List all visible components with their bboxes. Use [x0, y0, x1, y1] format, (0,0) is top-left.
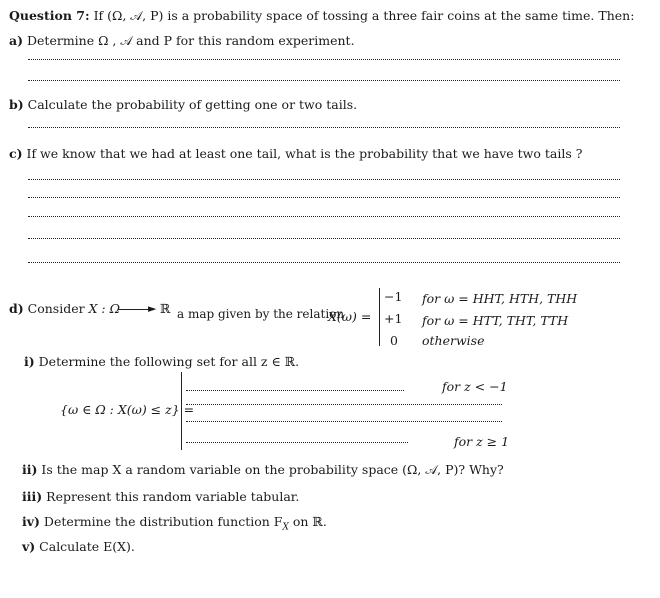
- part-d-map: X : Ω: [88, 301, 120, 316]
- answer-line[interactable]: [28, 216, 620, 217]
- sub-ii-text: Is the map X a random variable on the probability space (Ω, 𝒜, P)? Why?: [41, 462, 504, 477]
- sub-iii: [22, 489, 299, 504]
- case-value: −1: [384, 289, 403, 304]
- part-a: [9, 33, 355, 49]
- sub-iii-text: Represent this random variable tabular.: [46, 489, 300, 504]
- answer-line[interactable]: [28, 127, 620, 128]
- part-b-label: b): [9, 97, 24, 112]
- case-condition: for ω = HHT, HTH, THH: [422, 291, 578, 306]
- sub-iv-subscript: X: [282, 522, 289, 533]
- sub-v-text: Calculate E(X).: [39, 539, 135, 554]
- arrow-shaft: [118, 309, 152, 310]
- answer-line[interactable]: [28, 262, 620, 263]
- question-number: Question 7:: [9, 8, 90, 23]
- sub-iv-text: Determine the distribution function F: [43, 514, 283, 529]
- sub-iv-text-end: on ℝ.: [292, 514, 327, 529]
- question-intro: If (Ω, 𝒜, P) is a probability space of tossing a three fair coins at the same time. Then:: [93, 8, 635, 23]
- set-cases-brace: [181, 372, 182, 450]
- sub-iv-label: iv): [22, 514, 40, 529]
- part-d-codomain: ℝ: [160, 301, 171, 316]
- part-c-label: c): [9, 146, 23, 161]
- sub-iii-label: iii): [22, 489, 43, 504]
- case-condition: for z < −1: [442, 379, 508, 394]
- arrow-head-icon: ►: [148, 302, 157, 315]
- sub-ii-label: ii): [22, 462, 38, 477]
- sub-v-label: v): [22, 539, 36, 554]
- part-a-label: a): [9, 33, 24, 48]
- part-c-text: If we know that we had at least one tail, what is the probability that we have two tails ?: [26, 146, 583, 161]
- part-c: [9, 146, 582, 161]
- cases-brace: [379, 288, 380, 346]
- part-b: [9, 97, 357, 112]
- answer-line[interactable]: [28, 80, 620, 81]
- case-condition: for ω = HTT, THT, TTH: [422, 313, 569, 328]
- question-heading: [9, 8, 634, 24]
- part-b-text: Calculate the probability of getting one or two tails.: [27, 97, 358, 112]
- answer-line[interactable]: [186, 390, 404, 391]
- part-d: [9, 301, 120, 316]
- set-lhs: {ω ∈ Ω : X(ω) ≤ z} =: [60, 402, 195, 417]
- answer-line[interactable]: [28, 59, 620, 60]
- relation-lhs: X(ω) =: [328, 309, 372, 324]
- case-condition: for z ≥ 1: [454, 434, 510, 449]
- sub-v: [22, 539, 135, 554]
- answer-line[interactable]: [186, 421, 502, 422]
- sub-i-text: Determine the following set for all z ∈ ℝ.: [38, 354, 300, 369]
- answer-line[interactable]: [186, 404, 502, 405]
- sub-ii: [22, 462, 504, 478]
- sub-i: [24, 354, 299, 369]
- part-d-prefix: Consider: [27, 301, 85, 316]
- sub-iv: [22, 514, 327, 533]
- answer-line[interactable]: [186, 442, 408, 443]
- part-a-text: Determine Ω , 𝒜 and P for this random experiment.: [27, 33, 355, 48]
- case-value: 0: [390, 333, 398, 348]
- case-condition: otherwise: [422, 333, 485, 348]
- answer-line[interactable]: [28, 197, 620, 198]
- answer-line[interactable]: [28, 238, 620, 239]
- part-d-label: d): [9, 301, 24, 316]
- case-value: +1: [384, 311, 403, 326]
- answer-line[interactable]: [28, 179, 620, 180]
- sub-i-label: i): [24, 354, 35, 369]
- part-d-suffix: a map given by the relation: [177, 307, 345, 321]
